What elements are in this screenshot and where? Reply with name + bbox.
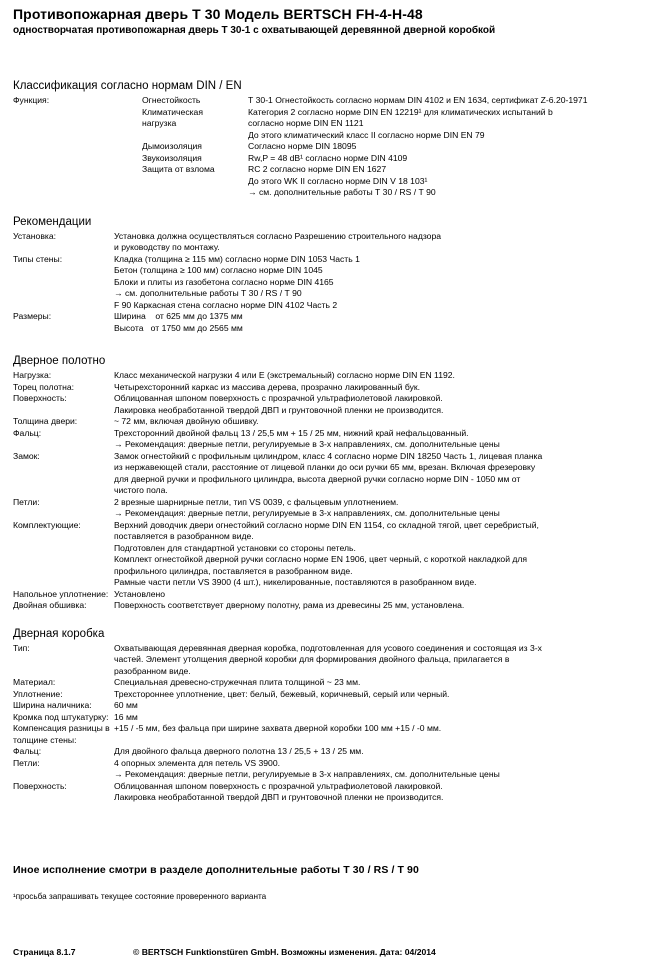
page-subtitle: одностворчатая противопожарная дверь Т 30-1 с охватывающей деревянной дверной коробкой [13, 25, 496, 36]
label-line: Петли: [13, 496, 40, 507]
row-label [13, 254, 114, 266]
spec-row [13, 428, 637, 451]
spec-row [13, 723, 637, 746]
subcategory-line: Климатическая [142, 106, 203, 117]
section-heading: Классификация согласно нормам DIN / EN [13, 80, 242, 92]
value-line: для дверной ручки и профильного цилиндра, высота дверной ручки согласно норме DIN - 1050 мм от [114, 473, 521, 484]
row-label [13, 781, 114, 793]
spec-row [13, 497, 637, 520]
label-line: Установка: [13, 230, 57, 241]
label-line: Фальц: [13, 746, 42, 756]
value-line: Поверхность соответствует дверному полотну, рама из древесины 25 мм, установлена. [114, 600, 465, 610]
label-line: Петли: [13, 757, 40, 768]
label-line: толщине стены: [13, 734, 77, 745]
value-line: → Рекомендация: дверные петли, регулируемые в 3-х направлениях, см. дополнительные цены [114, 769, 500, 779]
value-line: Для двойного фальца дверного полотна 13 / 25,5 + 13 / 25 мм. [114, 746, 364, 756]
spec-row [13, 231, 637, 254]
value-line: Четырехсторонний каркас из массива дерева, прозрачно лакированный бук. [114, 381, 421, 392]
label-line: Двойная обшивка: [13, 600, 87, 610]
spec-row [13, 107, 637, 142]
value-line: → Рекомендация: дверные петли, регулируемые в 3-х направлениях, см. дополнительные цены [114, 508, 500, 518]
spec-row [13, 153, 637, 165]
row-label [13, 382, 114, 394]
section-heading: Дверная коробка [13, 627, 105, 640]
value-line: Класс механической нагрузки 4 или Е (экстремальный) согласно норме DIN EN 1192. [114, 370, 455, 380]
value-line: → см. дополнительные работы Т 30 / RS / Т 90 [114, 288, 302, 298]
row-value [248, 164, 637, 199]
spec-row [13, 689, 637, 701]
footnote: ¹просьба запрашивать текущее состояние проверенного варианта [13, 891, 267, 901]
row-value [114, 393, 637, 416]
value-line: До этого климатический класс II согласно норме DIN EN 79 [248, 129, 485, 140]
row-value [114, 520, 637, 589]
spec-row [13, 95, 637, 107]
value-line: поставляется в разобранном виде. [114, 531, 254, 541]
spec-row [13, 370, 637, 382]
value-line: → Рекомендация: дверные петли, регулируемые в 3-х направлениях, см. дополнительные цены [114, 439, 500, 449]
spec-row [13, 393, 637, 416]
spec-row [13, 311, 637, 334]
value-line: 2 врезные шарнирные петли, тип VS 0039, с фальцевым уплотнением. [114, 496, 399, 507]
label-line: Торец полотна: [13, 381, 75, 392]
row-label [13, 231, 114, 243]
value-line: частей. Элемент утолщения дверной коробки для формирования двойного фальца, прилагается в [114, 654, 510, 664]
label-line: Комплектующие: [13, 519, 81, 530]
section-classification [13, 79, 637, 199]
section-heading: Дверное полотно [13, 355, 106, 367]
row-label [13, 428, 114, 440]
label-line: Материал: [13, 677, 56, 687]
label-line: Размеры: [13, 311, 52, 321]
value-line: 16 мм [114, 711, 138, 722]
value-line: и руководству по монтажу. [114, 242, 220, 252]
label-line: Фальц: [13, 427, 42, 438]
spec-row [13, 700, 637, 712]
row-value [248, 95, 637, 107]
row-value [248, 141, 637, 153]
value-line: Специальная древесно-стружечная плита толщиной ~ 23 мм. [114, 677, 361, 687]
row-label [13, 643, 114, 655]
label-line: Нагрузка: [13, 370, 52, 380]
row-value [248, 153, 637, 165]
value-line: Категория 2 согласно норме DIN EN 12219¹ для климатических испытаний b [248, 106, 553, 117]
spec-row [13, 382, 637, 394]
label-line: Толщина двери: [13, 416, 78, 426]
value-line: Лакировка необработанной твердой ДВП и грунтовочной пленки не производится. [114, 792, 444, 802]
row-label [13, 589, 114, 601]
label-line: Ширина наличника: [13, 700, 92, 710]
row-value [114, 600, 637, 612]
spec-row [13, 141, 637, 153]
spec-row [13, 451, 637, 497]
row-label [13, 311, 114, 323]
page-number: Страница 8.1.7 [13, 947, 76, 957]
spec-row [13, 416, 637, 428]
row-label [13, 712, 114, 724]
section-door-frame [13, 627, 637, 804]
row-value [114, 689, 637, 701]
label-line: Тип: [13, 642, 30, 653]
value-line: Трехстороннее уплотнение, цвет: белый, бежевый, коричневый, серый или черный. [114, 688, 450, 699]
subcategory-line: Защита от взлома [142, 164, 215, 174]
row-label [13, 451, 114, 463]
row-value [114, 677, 637, 689]
spec-row [13, 164, 637, 199]
value-line: Облицованная шпоном поверхность с прозрачной ультрафиолетовой лакировкой. [114, 393, 443, 403]
row-value [114, 382, 637, 394]
value-line: F 90 Каркасная стена согласно норме DIN 4102 Часть 2 [114, 299, 338, 310]
row-value [114, 589, 637, 601]
sections [13, 79, 637, 804]
row-value [114, 231, 637, 254]
label-line: Кромка под штукатурку: [13, 711, 109, 722]
value-line: Трехсторонний двойной фальц 13 / 25,5 мм + 15 / 25 мм, нижний край нефальцованный. [114, 427, 469, 438]
row-label [13, 600, 114, 612]
value-line: разобранном виде. [114, 665, 191, 676]
section-recommendations [13, 215, 637, 335]
value-line: ~ 72 мм, включая двойную обшивку. [114, 416, 259, 426]
row-label [13, 758, 114, 770]
row-value [114, 416, 637, 428]
row-label [13, 95, 142, 107]
value-line: Высота от 1750 мм до 2565 мм [114, 322, 243, 333]
label-line: Поверхность: [13, 393, 67, 403]
row-value [114, 370, 637, 382]
value-line: Лакировка необработанной твердой ДВП и грунтовочной пленки не производится. [114, 404, 444, 415]
row-subcategory [142, 107, 248, 130]
row-label [13, 416, 114, 428]
row-value [248, 107, 637, 142]
value-line: +15 / -5 мм, без фальца при ширине захвата дверной коробки 100 мм +15 / -0 мм. [114, 723, 442, 733]
page-footer [0, 947, 650, 959]
value-line: Охватывающая деревянная дверная коробка, подготовленная для усового соединения и состоящая из 3-х [114, 642, 542, 653]
value-line: 4 опорных элемента для петель VS 3900. [114, 757, 280, 768]
value-line: Подготовлен для стандартной установки со стороны петель. [114, 542, 356, 553]
spec-row [13, 520, 637, 589]
value-line: чистого пола. [114, 485, 168, 495]
label-line: Замок: [13, 450, 40, 461]
row-subcategory [142, 141, 248, 153]
section-heading: Рекомендации [13, 215, 92, 228]
value-line: Облицованная шпоном поверхность с прозрачной ультрафиолетовой лакировкой. [114, 780, 443, 791]
row-label [13, 497, 114, 509]
row-value [114, 700, 637, 712]
other-versions-note: Иное исполнение смотри в разделе дополнительные работы Т 30 / RS / Т 90 [13, 863, 419, 876]
row-label [13, 700, 114, 712]
value-line: Согласно норме DIN 18095 [248, 141, 357, 151]
row-label [13, 677, 114, 689]
row-label [13, 520, 114, 532]
copyright-notice: © BERTSCH Funktionstüren GmbH. Возможны изменения. Дата: 04/2014 [133, 947, 436, 957]
section-rows [13, 95, 637, 199]
label-line: Уплотнение: [13, 688, 63, 699]
subcategory-line: Звукоизоляция [142, 152, 202, 163]
value-line: Блоки и плиты из газобетона согласно норме DIN 4165 [114, 276, 334, 287]
value-line: Замок огнестойкий с профильным цилиндром, класс 4 согласно норме DIN 18250 Часть 1, лицевая планка [114, 450, 543, 461]
value-line: согласно норме DIN EN 1121 [248, 118, 364, 128]
spec-row [13, 589, 637, 601]
spec-row [13, 712, 637, 724]
row-value [114, 254, 637, 312]
value-line: профильного цилиндра, поставляется в разобранном виде. [114, 565, 353, 576]
row-value [114, 451, 637, 497]
spec-row [13, 746, 637, 758]
row-label [13, 723, 114, 746]
spec-row [13, 677, 637, 689]
value-line: Кладка (толщина ≥ 115 мм) согласно норме DIN 1053 Часть 1 [114, 253, 360, 264]
value-line: Rw,P = 48 dB¹ согласно норме DIN 4109 [248, 152, 408, 163]
value-line: → см. дополнительные работы Т 30 / RS / Т 90 [248, 187, 436, 197]
value-line: Рамные части петли VS 3900 (4 шт.), никелированные, поставляются в разобранном виде. [114, 577, 477, 587]
value-line: Бетон (толщина ≥ 100 мм) согласно норме DIN 1045 [114, 265, 323, 275]
row-value [114, 643, 637, 678]
value-line: Верхний доводчик двери огнестойкий согласно норме DIN EN 1154, со складной тягой, цвет серебристый, [114, 519, 539, 530]
row-value [114, 497, 637, 520]
label-line: Функция: [13, 95, 50, 105]
row-value [114, 428, 637, 451]
label-line: Компенсация разницы в [13, 723, 110, 733]
row-subcategory [142, 95, 248, 107]
section-door-leaf [13, 354, 637, 612]
label-line: Поверхность: [13, 780, 67, 791]
row-value [114, 712, 637, 724]
value-line: RC 2 согласно норме DIN EN 1627 [248, 164, 387, 174]
value-line: Установка должна осуществляться согласно Разрешению строительного надзора [114, 230, 442, 241]
value-line: Установлено [114, 588, 166, 599]
row-value [114, 311, 637, 334]
row-value [114, 746, 637, 758]
value-line: До этого WK II согласно норме DIN V 18 103¹ [248, 175, 428, 186]
section-rows [13, 370, 637, 612]
subcategory-line: Дымоизоляция [142, 141, 202, 151]
section-rows [13, 643, 637, 804]
spec-row [13, 254, 637, 312]
value-line: Ширина от 625 мм до 1375 мм [114, 311, 243, 321]
value-line: Комплект огнестойкой дверной ручки согласно норме EN 1906, цвет черный, с короткой накладкой для [114, 554, 528, 564]
value-line: Т 30-1 Огнестойкость согласно нормам DIN 4102 и EN 1634, сертификат Z-6.20-1971 [248, 95, 588, 105]
subcategory-line: нагрузка [142, 118, 177, 128]
row-label [13, 746, 114, 758]
row-value [114, 723, 637, 735]
row-subcategory [142, 164, 248, 176]
row-value [114, 758, 637, 781]
label-line: Типы стены: [13, 253, 63, 264]
spec-row [13, 643, 637, 678]
spec-row [13, 781, 637, 804]
value-line: 60 мм [114, 700, 138, 710]
spec-row [13, 600, 637, 612]
row-label [13, 689, 114, 701]
row-value [114, 781, 637, 804]
value-line: из нержавеющей стали, расстояние от лицевой планки до оси ручки 65 мм, врезан. Включая фрезеровку [114, 462, 536, 472]
subcategory-line: Огнестойкость [142, 95, 201, 105]
row-label [13, 370, 114, 382]
row-label [13, 393, 114, 405]
section-rows [13, 231, 637, 335]
page-title: Противопожарная дверь Т 30 Модель BERTSCH FH-4-H-48 [13, 6, 423, 22]
row-subcategory [142, 153, 248, 165]
spec-row [13, 758, 637, 781]
label-line: Напольное уплотнение: [13, 588, 109, 599]
